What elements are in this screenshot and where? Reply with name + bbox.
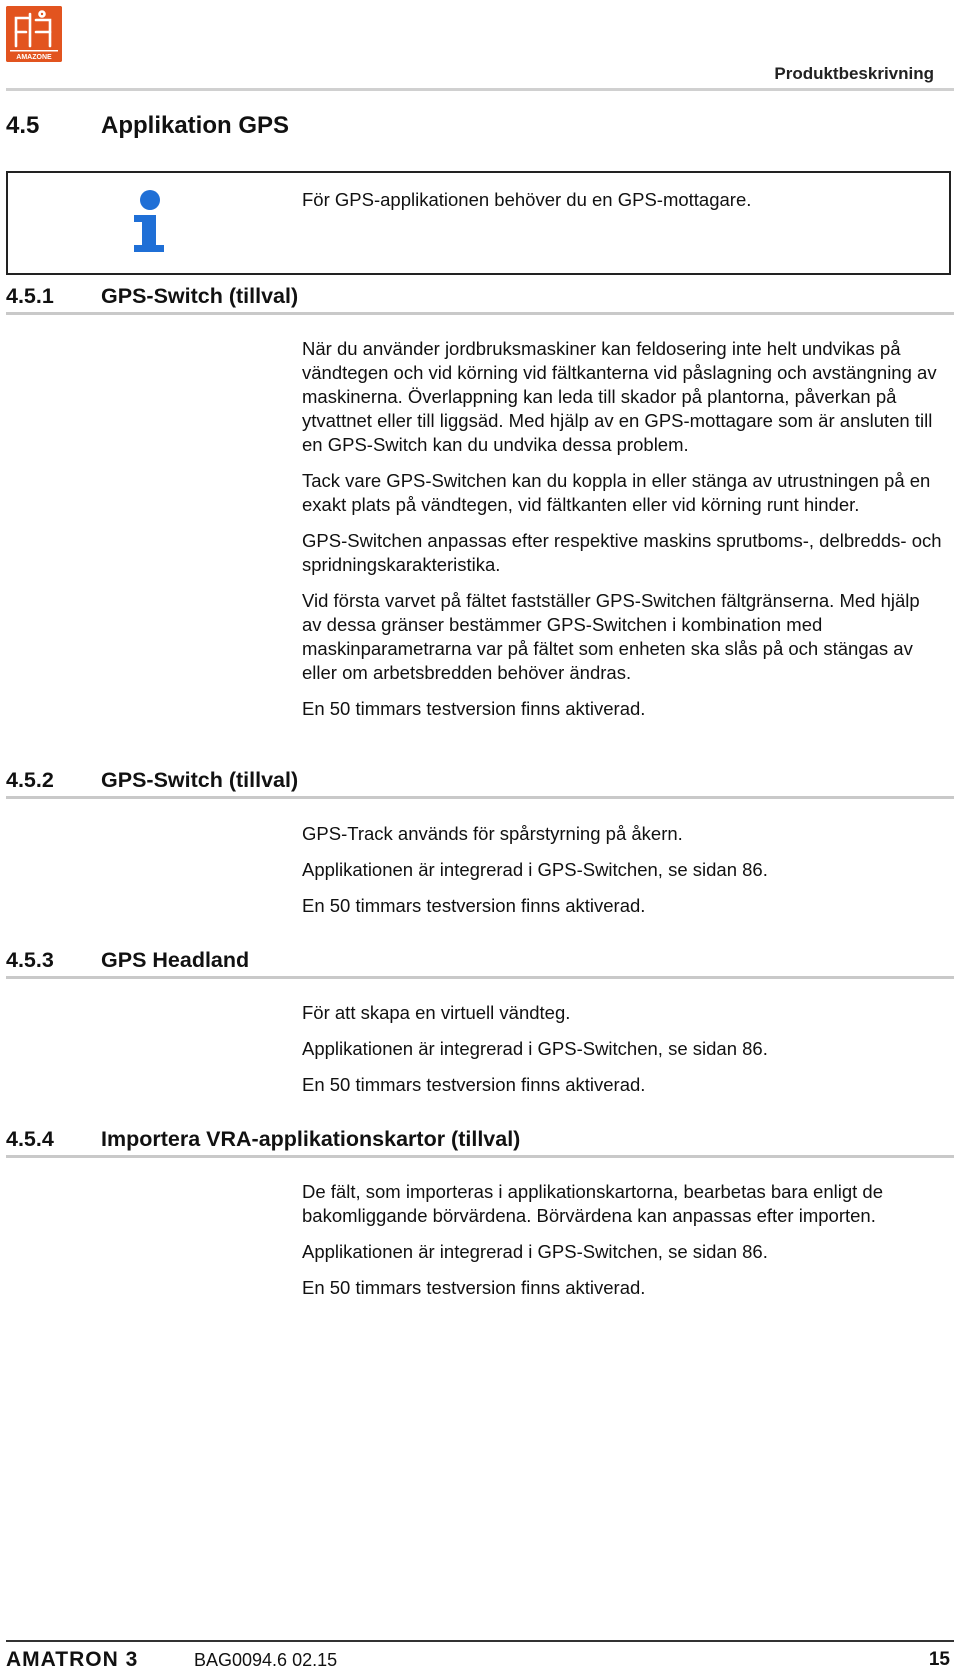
subsection-heading-4-5-1 (6, 284, 298, 309)
subsection-body-4-5-2 (302, 822, 942, 930)
paragraph: Applikationen är integrerad i GPS-Switchen, se sidan 86. (302, 859, 768, 880)
paragraph: GPS-Switchen anpassas efter respektive maskins sprutboms-, delbredds- och spridningskarakteristika. (302, 530, 942, 575)
amazone-logo (6, 6, 62, 62)
section-number: 4.5 (6, 112, 40, 139)
subsection-heading-4-5-2 (6, 768, 298, 793)
paragraph: Tack vare GPS-Switchen kan du koppla in eller stänga av utrustningen på en exakt plats på vändtegen, vid fältkanten eller vid körning runt hinder. (302, 470, 931, 515)
amazone-logo-mark (6, 6, 62, 62)
subsection-divider (6, 796, 954, 799)
page-number: 15 (928, 1649, 950, 1670)
subsection-divider (6, 976, 954, 979)
subsection-number: 4.5.1 (6, 284, 54, 308)
subsection-title: GPS-Switch (tillval) (101, 284, 299, 308)
subsection-heading-4-5-4 (6, 1127, 520, 1152)
paragraph: GPS-Track används för spårstyrning på åkern. (302, 823, 683, 844)
header-divider (6, 88, 954, 91)
subsection-body-4-5-4 (302, 1180, 942, 1312)
subsection-title: GPS Headland (101, 948, 250, 972)
paragraph: Applikationen är integrerad i GPS-Switchen, se sidan 86. (302, 1241, 768, 1262)
paragraph: En 50 timmars testversion finns aktiverad. (302, 895, 646, 916)
paragraph: Vid första varvet på fältet fastställer GPS-Switchen fältgränserna. Med hjälp av dessa gränser bestämmer GPS-Switchen i kombination med maskinparametrarna var på fältet som enheten ska slås på och stängas av eller om arbetsbredden behöver ändras. (302, 590, 920, 683)
subsection-number: 4.5.2 (6, 768, 54, 792)
section-title: Applikation GPS (101, 112, 290, 139)
paragraph: De fält, som importeras i applikationskartorna, bearbetas bara enligt de bakomliggande börvärdena. Börvärdena kan anpassas efter importen. (302, 1181, 883, 1226)
subsection-number: 4.5.3 (6, 948, 54, 972)
subsection-title: GPS-Switch (tillval) (101, 768, 299, 792)
subsection-body-4-5-3 (302, 1001, 942, 1109)
subsection-divider (6, 1155, 954, 1158)
footer-doc-code: BAG0094.6 02.15 (194, 1650, 338, 1670)
footer-brand: AMATRON 3 (6, 1648, 139, 1671)
footer-divider (6, 1640, 954, 1642)
section-label: Produktbeskrivning (774, 64, 934, 83)
info-text: För GPS-applikationen behöver du en GPS-mottagare. (302, 189, 752, 210)
paragraph: Applikationen är integrerad i GPS-Switchen, se sidan 86. (302, 1038, 768, 1059)
subsection-divider (6, 312, 954, 315)
paragraph: En 50 timmars testversion finns aktiverad. (302, 1074, 646, 1095)
section-heading (6, 112, 289, 140)
info-icon (132, 190, 166, 254)
paragraph: För att skapa en virtuell vändteg. (302, 1002, 571, 1023)
footer (6, 1648, 954, 1672)
paragraph: En 50 timmars testversion finns aktiverad. (302, 698, 646, 719)
paragraph: En 50 timmars testversion finns aktiverad. (302, 1277, 646, 1298)
info-box (6, 171, 951, 275)
logo-text: AMAZONE (16, 54, 52, 61)
subsection-heading-4-5-3 (6, 948, 249, 973)
paragraph: När du använder jordbruksmaskiner kan feldosering inte helt undvikas på vändtegen och vid körning vid fältkanterna vid påslagning och avstängning av maskinerna. Överlappning kan leda till skador på plantorna, påverkan på ytvattnet eller till liggsäd. Med hjälp av en GPS-mottagare som är ansluten till en GPS-Switch kan du undvika dessa problem. (302, 338, 937, 455)
subsection-body-4-5-1 (302, 337, 942, 733)
subsection-title: Importera VRA-applikationskartor (tillval) (101, 1127, 521, 1151)
subsection-number: 4.5.4 (6, 1127, 54, 1151)
